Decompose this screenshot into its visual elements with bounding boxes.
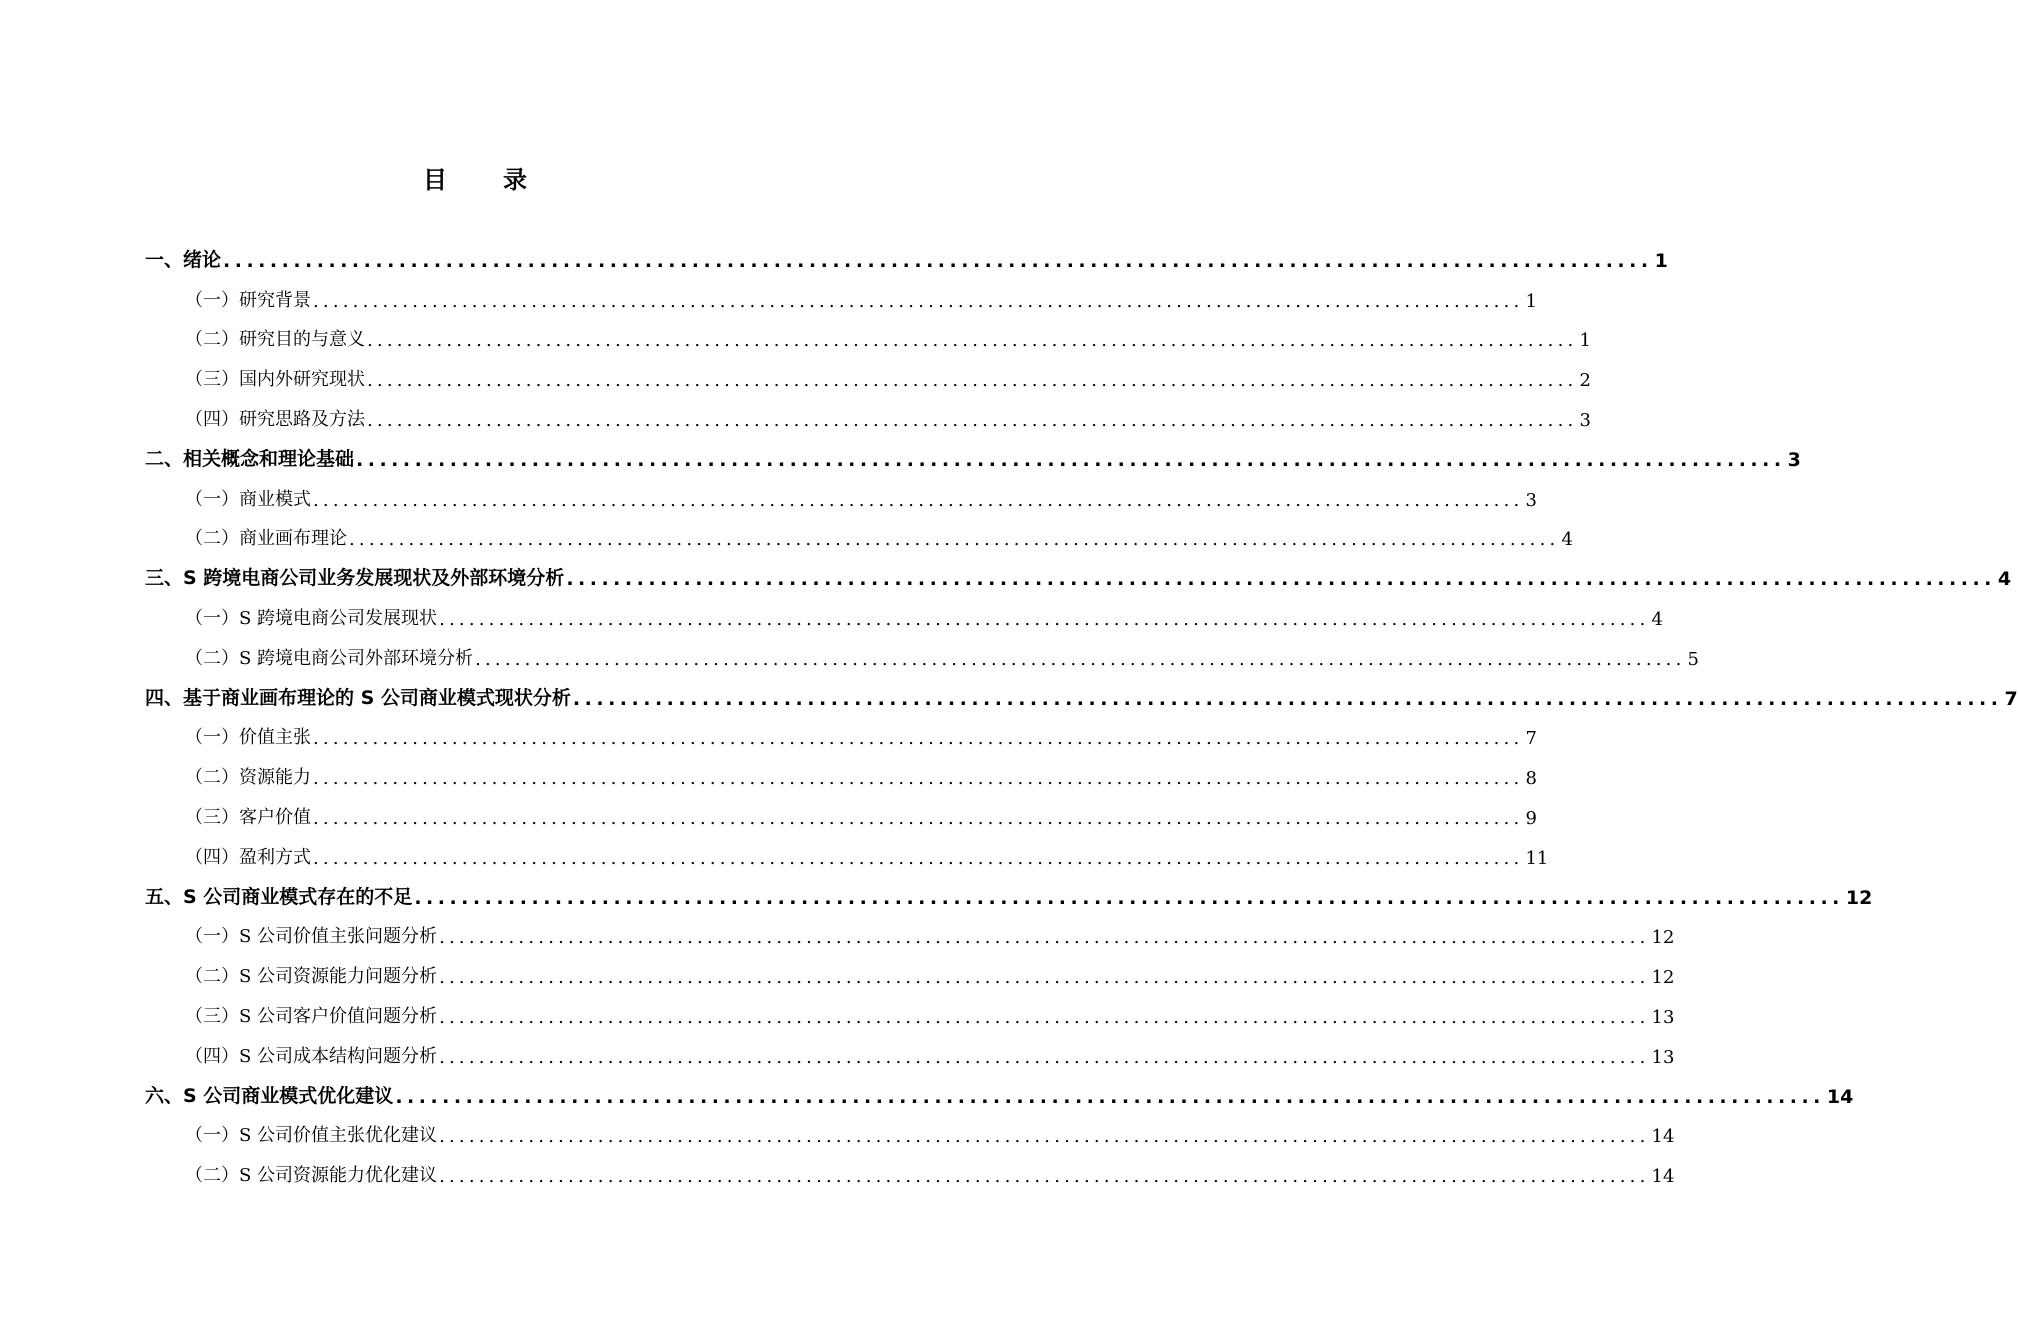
toc-page-number: 12 [1651,927,1675,949]
toc-dot-leader: .......................................................................................................................... [313,290,1524,312]
toc-dot-leader: .......................................................................................................................... [367,409,1578,431]
toc-dot-leader: .......................................................................................................................... [439,1166,1650,1188]
toc-dot-leader: .......................................................................................................................... [313,728,1524,750]
toc-page-number: 3 [1525,489,1537,511]
toc-page-number: 1 [1654,249,1668,272]
toc-entry-title: （二）S 公司资源能力优化建议 [185,1165,438,1187]
toc-entry-title: （四）S 公司成本结构问题分析 [185,1045,438,1067]
toc-page-number: 1 [1579,330,1591,352]
toc-section-entry[interactable] [145,755,1537,795]
toc-page-number: 12 [1651,967,1675,989]
toc-page-number: 14 [1651,1166,1675,1188]
toc-dot-leader: .......................................................................................................................... [356,448,1786,471]
toc-dot-leader: .......................................................................................................................... [367,370,1578,392]
toc-section-entry[interactable] [145,835,1549,875]
toc-entry-title: （三）国内外研究现状 [185,369,365,391]
toc-title-left: 目 [423,166,447,194]
toc-section-entry[interactable] [145,716,1537,756]
toc-section-entry[interactable] [145,915,1675,955]
toc-dot-leader: .......................................................................................................................... [572,687,2003,710]
toc-entry-title: 一、绪论 [145,248,222,271]
toc-chapter-entry[interactable] [145,437,1801,477]
toc-entry-title: 四、基于商业画布理论的 S 公司商业模式现状分析 [145,686,571,709]
toc-section-entry[interactable] [145,636,1699,676]
toc-entry-title: 六、S 公司商业模式优化建议 [145,1084,394,1107]
toc-page-number: 7 [2004,687,2018,710]
toc-dot-leader: .......................................................................................................................... [223,249,1653,272]
toc-section-entry[interactable] [145,795,1537,835]
toc-list [145,238,2018,1193]
toc-entry-title: （一）商业模式 [185,488,311,510]
toc-dot-leader: .......................................................................................................................... [439,1006,1650,1028]
toc-entry-title: （三）客户价值 [185,806,311,828]
toc-entry-title: （三）S 公司客户价值问题分析 [185,1005,438,1027]
toc-section-entry[interactable] [145,477,1537,517]
toc-page-number: 2 [1579,370,1591,392]
toc-entry-title: 五、S 公司商业模式存在的不足 [145,885,413,908]
toc-dot-leader: .......................................................................................................................... [439,1046,1650,1068]
toc-page-number: 4 [1997,568,2012,591]
toc-dot-leader: .......................................................................................................................... [439,927,1650,949]
toc-page-number: 14 [1651,1126,1675,1148]
toc-page-number: 4 [1651,608,1663,630]
toc-entry-title: （一）S 跨境电商公司发展现状 [185,607,438,629]
toc-page-number: 13 [1651,1006,1675,1028]
toc-section-entry[interactable] [145,1114,1675,1154]
toc-page-number: 9 [1525,807,1537,829]
toc-entry-title: （一）S 公司价值主张问题分析 [185,926,438,948]
toc-page-number: 4 [1561,529,1573,551]
toc-page-number: 11 [1525,847,1549,869]
toc-entry-title: （二）商业画布理论 [185,528,347,550]
toc-page-number: 3 [1787,448,1801,471]
toc-entry-title: （二）S 公司资源能力问题分析 [185,966,438,988]
toc-chapter-entry[interactable] [145,238,1668,278]
toc-dot-leader: .......................................................................................................................... [313,847,1524,869]
toc-page-number: 14 [1826,1085,1854,1108]
toc-chapter-entry[interactable] [145,875,1873,915]
toc-dot-leader: .......................................................................................................................... [439,967,1650,989]
toc-entry-title: （四）盈利方式 [185,846,311,868]
toc-entry-title: （四）研究思路及方法 [185,408,365,430]
toc-entry-title: 二、相关概念和理论基础 [145,447,355,470]
toc-entry-title: （二）研究目的与意义 [185,329,365,351]
toc-dot-leader: .......................................................................................................................... [395,1085,1825,1108]
toc-entry-title: （二）资源能力 [185,767,311,789]
toc-entry-title: （二）S 跨境电商公司外部环境分析 [185,647,474,669]
toc-chapter-entry[interactable] [145,556,2012,596]
toc-section-entry[interactable] [145,278,1537,318]
toc-dot-leader: .......................................................................................................................... [349,529,1560,551]
toc-title [0,160,950,195]
toc-title-right: 录 [503,166,527,194]
toc-dot-leader: .......................................................................................................................... [313,807,1524,829]
toc-section-entry[interactable] [145,994,1675,1034]
toc-section-entry[interactable] [145,1153,1675,1193]
toc-section-entry[interactable] [145,357,1591,397]
toc-page-number: 8 [1525,768,1537,790]
toc-dot-leader: .......................................................................................................................... [313,768,1524,790]
toc-page-number: 1 [1525,290,1537,312]
toc-dot-leader: .......................................................................................................................... [439,1126,1650,1148]
toc-page-number: 3 [1579,409,1591,431]
toc-section-entry[interactable] [145,1034,1675,1074]
toc-dot-leader: .......................................................................................................................... [414,886,1844,909]
toc-chapter-entry[interactable] [145,676,2018,716]
toc-section-entry[interactable] [145,596,1663,636]
toc-section-entry[interactable] [145,397,1591,437]
toc-dot-leader: .......................................................................................................................... [367,330,1578,352]
toc-dot-leader: .......................................................................................................................... [313,489,1524,511]
toc-section-entry[interactable] [145,954,1675,994]
toc-section-entry[interactable] [145,517,1573,557]
toc-dot-leader: .......................................................................................................................... [439,608,1650,630]
toc-section-entry[interactable] [145,318,1591,358]
toc-page-number: 7 [1525,728,1537,750]
toc-entry-title: （一）研究背景 [185,289,311,311]
toc-dot-leader: .......................................................................................................................... [475,648,1686,670]
toc-page-number: 13 [1651,1046,1675,1068]
toc-page-number: 12 [1845,886,1873,909]
toc-entry-title: （一）S 公司价值主张优化建议 [185,1125,438,1147]
toc-dot-leader: .......................................................................................................................... [566,568,1996,591]
toc-entry-title: （一）价值主张 [185,727,311,749]
toc-chapter-entry[interactable] [145,1074,1854,1114]
toc-entry-title: 三、S 跨境电商公司业务发展现状及外部环境分析 [145,567,565,590]
toc-page-number: 5 [1687,648,1699,670]
